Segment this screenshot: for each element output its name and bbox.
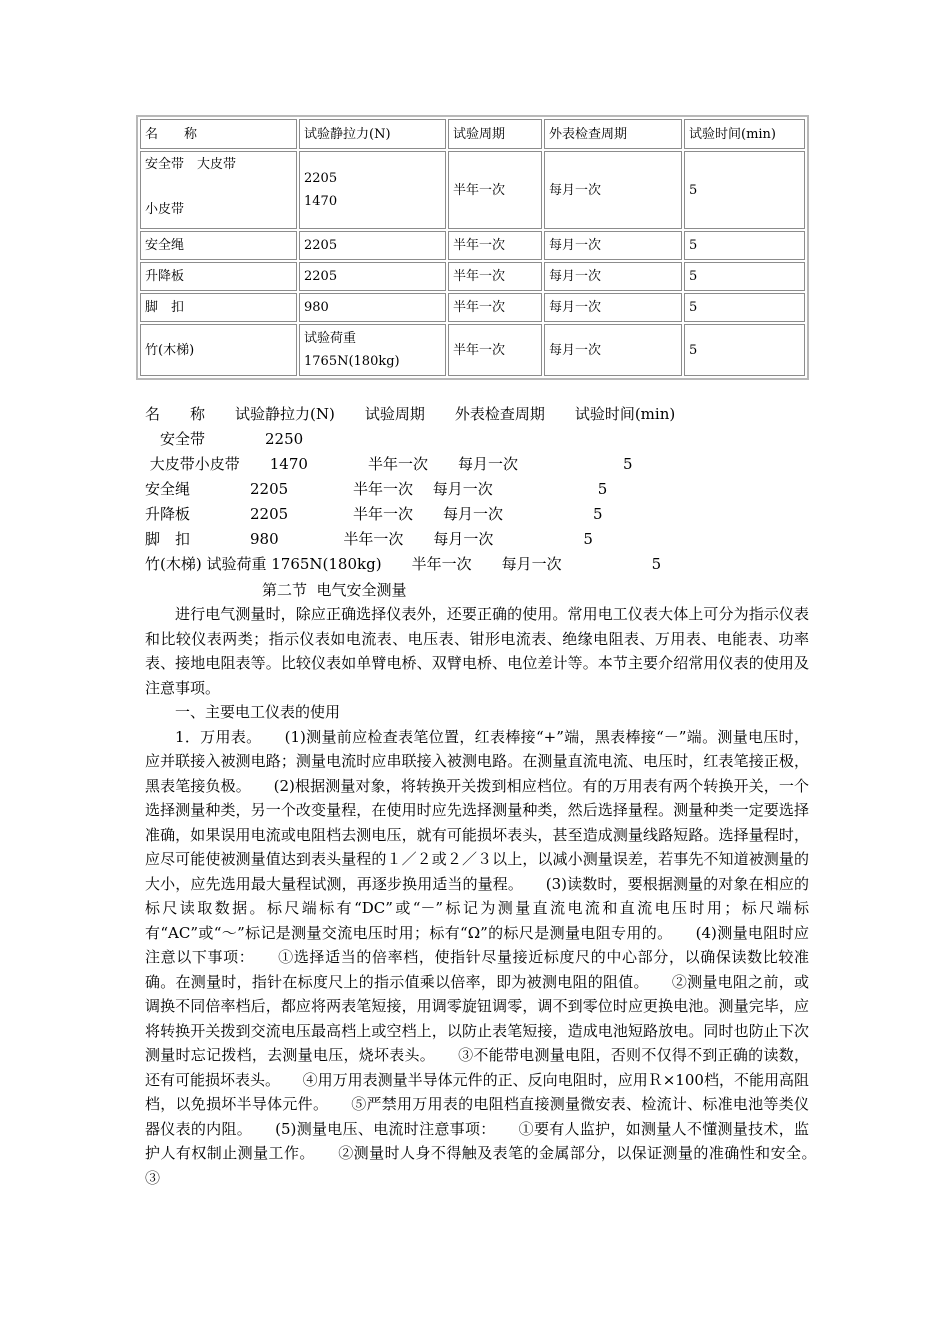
cell-check: 每月一次 <box>544 262 682 291</box>
cell-time: 5 <box>684 262 805 291</box>
safety-tools-table <box>136 115 809 380</box>
cell-time: 5 <box>684 151 805 229</box>
cell-time: 5 <box>684 231 805 260</box>
cell-force: 980 <box>299 293 446 322</box>
cell-check: 每月一次 <box>544 151 682 229</box>
header-check: 外表检查周期 <box>544 119 682 149</box>
header-force: 试验静拉力(N) <box>299 119 446 149</box>
cell-force <box>299 324 446 376</box>
cell-cycle: 半年一次 <box>448 151 542 229</box>
table-row <box>140 324 805 376</box>
plain-row: 竹(木梯) 试验荷重 1765N(180kg) 半年一次 每月一次 5 <box>145 555 662 573</box>
plain-row: 升降板 2205 半年一次 每月一次 5 <box>145 505 603 523</box>
cell-name: 脚 扣 <box>140 293 297 322</box>
header-cycle: 试验周期 <box>448 119 542 149</box>
cell-force <box>299 151 446 229</box>
cell-force-line1: 试验荷重 <box>304 331 357 346</box>
cell-cycle: 半年一次 <box>448 231 542 260</box>
cell-cycle: 半年一次 <box>448 293 542 322</box>
body-text <box>145 602 840 1190</box>
plain-row: 脚 扣 980 半年一次 每月一次 5 <box>145 530 593 548</box>
cell-name-line2: 小皮带 <box>145 202 185 217</box>
paragraph-multimeter: 1．万用表。 (1)测量前应检查表笔位置，红表棒接“+”端，黑表棒接“－”端。测量电压时，应并联接入被测电路；测量电流时应串联接入被测电路。在测量直流电流、电压时，红表笔接正极，黑表笔接负极。 (2)根据测量对象，将转换开关拨到相应档位。有的万用表有两个转换开关，一个选择测量种类，另一个改变量程，在使用时应先选择测量种类，然后选择量程。测量种类一定要选择准确，如果误用电流或电阻档去测电压，就有可能损坏表头，甚至造成测量线路短路。选择量程时，应尽可能使被测量值达到表头量程的１／２或２／３以上，以减小测量误差，若事先不知道被测量的大小，应先选用最大量程试测，再逐步换用适当的量程。 (3)读数时，要根据测量的对象在相应的标尺读取数据。标尺端标有“DC”或“－”标记为测量直流电流和直流电压时用；标尺端标有“AC”或“～”标记是测量交流电压时用；标有“Ω”的标尺是测量电阻专用的。 (4)测量电阻时应注意以下事项： ①选择适当的倍率档，使指针尽量接近标度尺的中心部分，以确保读数比较准确。在测量时，指针在标度尺上的指示值乘以倍率，即为被测电阻的阻值。 ②测量电阻之前，或调换不同倍率档后，都应将两表笔短接，用调零旋钮调零，调不到零位时应更换电池。测量完毕，应将转换开关拨到交流电压最高档上或空档上，以防止表笔短接，造成电池短路放电。同时也防止下次测量时忘记拨档，去测量电压，烧坏表头。 ③不能带电测量电阻，否则不仅得不到正确的读数，还有可能损坏表头。 ④用万用表测量半导体元件的正、反向电阻时，应用Ｒ×100档，不能用高阻档，以免损坏半导体元件。 ⑤严禁用万用表的电阻档直接测量微安表、检流计、标准电池等类仪器仪表的内阻。 (5)测量电压、电流时注意事项： ①要有人监护，如测量人不懂测量技术，监护人有权制止测量工作。 ②测量时人身不得触及表笔的金属部分，以保证测量的准确性和安全。 ③ <box>145 727 840 1187</box>
paragraph-intro: 进行电气测量时，除应正确选择仪表外，还要正确的使用。常用电工仪表大体上可分为指示仪表和比较仪表两类；指示仪表如电流表、电压表、钳形电流表、绝缘电阻表、万用表、电能表、功率表、接地电阻表等。比较仪表如单臂电桥、双臂电桥、电位差计等。本节主要介绍常用仪表的使用及注意事项。 <box>145 605 809 697</box>
cell-name: 安全绳 <box>140 231 297 260</box>
cell-check: 每月一次 <box>544 324 682 376</box>
cell-name-line1: 安全带 大皮带 <box>145 157 237 172</box>
section-title: 第二节 电气安全测量 <box>262 581 407 599</box>
table-header-row <box>140 119 805 149</box>
cell-check: 每月一次 <box>544 231 682 260</box>
subsection-heading: 一、主要电工仪表的使用 <box>175 703 341 721</box>
spec-table <box>138 117 807 378</box>
cell-name <box>140 151 297 229</box>
cell-force: 2205 <box>299 262 446 291</box>
header-name: 名 称 <box>140 119 297 149</box>
cell-force-line2: 1470 <box>304 194 338 209</box>
cell-force: 2205 <box>299 231 446 260</box>
cell-name: 竹(木梯) <box>140 324 297 376</box>
plain-row: 大皮带小皮带 1470 半年一次 每月一次 5 <box>145 455 633 473</box>
cell-name: 升降板 <box>140 262 297 291</box>
cell-time: 5 <box>684 293 805 322</box>
cell-force-line2: 1765N(180kg) <box>304 354 400 369</box>
table-row <box>140 293 805 322</box>
cell-force-line1: 2205 <box>304 171 338 186</box>
plain-row: 安全带 2250 <box>145 430 304 448</box>
plain-row: 安全绳 2205 半年一次 每月一次 5 <box>145 480 608 498</box>
cell-cycle: 半年一次 <box>448 324 542 376</box>
cell-cycle: 半年一次 <box>448 262 542 291</box>
table-row <box>140 151 805 229</box>
cell-check: 每月一次 <box>544 293 682 322</box>
cell-time: 5 <box>684 324 805 376</box>
table-row <box>140 231 805 260</box>
table-row <box>140 262 805 291</box>
plain-header-row: 名 称 试验静拉力(N) 试验周期 外表检查周期 试验时间(min) <box>145 405 676 423</box>
header-time: 试验时间(min) <box>684 119 805 149</box>
